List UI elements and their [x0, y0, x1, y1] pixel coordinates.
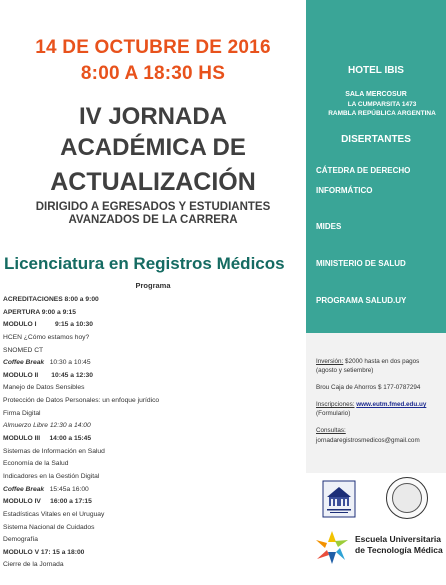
schedule-item: MODULO I 9:15 a 10:30 — [3, 321, 93, 329]
schedule-item — [3, 357, 303, 370]
schedule-item-time: 10:30 a 10:45 — [44, 359, 91, 367]
schedule-item: MODULO IV 16:00 a 17:15 — [3, 498, 92, 506]
school-name-line-1: Escuela Universitaria — [355, 534, 441, 544]
title-line-3: ACTUALIZACIÓN — [50, 168, 256, 196]
schedule-item: ACREDITACIONES 8:00 a 9:00 — [3, 296, 99, 303]
schedule-item: MODULO V 17: 15 a 18:00 — [3, 548, 85, 556]
schedule-item: Cierre de la Jornada — [3, 561, 64, 569]
title-line-1: IV JORNADA — [78, 103, 228, 130]
inversion-label: Inversión: — [316, 358, 344, 365]
schedule-item: Demografía — [3, 536, 38, 544]
inscripciones-line — [316, 400, 446, 409]
schedule-item: MODULO III 14:00 a 15:45 — [3, 435, 92, 443]
school-name-line-2: de Tecnología Médica — [355, 545, 443, 555]
schedule-item: Estadísticas Vitales en el Uruguay — [3, 510, 105, 518]
schedule-item: MODULO II 10:45 a 12:30 — [3, 371, 93, 379]
info-box — [306, 333, 446, 473]
schedule-item: Firma Digital — [3, 409, 41, 417]
school-name — [355, 534, 443, 556]
schedule-item: Protección de Datos Personales: un enfoque jurídico — [3, 397, 160, 405]
speaker-catedra-1: CÁTEDRA DE DERECHO — [316, 166, 411, 175]
program-heading: Programa — [135, 281, 171, 290]
venue-speakers-box — [306, 0, 446, 333]
schedule-item: APERTURA 9:00 a 9:15 — [3, 308, 76, 316]
event-time: 8:00 A 18:30 HS — [80, 63, 226, 84]
event-date: 14 DE OCTUBRE DE 2016 — [35, 37, 271, 58]
faculty-seal-icon — [386, 477, 428, 519]
subtitle-line-1: DIRIGIDO A EGRESADOS Y ESTUDIANTES — [35, 201, 271, 213]
subtitle-line-2: AVANZADOS DE LA CARRERA — [68, 214, 238, 226]
speaker-ministerio: MINISTERIO DE SALUD — [316, 259, 406, 268]
venue-room: SALA MERCOSUR — [345, 91, 407, 98]
schedule-item: Almuerzo Libre 12:30 a 14:00 — [3, 422, 91, 430]
schedule-item: HCEN ¿Cómo estamos hoy? — [3, 333, 90, 341]
speaker-catedra-2: INFORMÁTICO — [316, 186, 373, 195]
speaker-programa: PROGRAMA SALUD.UY — [316, 296, 407, 305]
university-seal-icon — [322, 480, 356, 518]
schedule-item: SNOMED CT — [3, 346, 44, 354]
formulario-link[interactable]: (Formulario) — [316, 410, 351, 417]
schedule-item-time: 15:45a 16:00 — [44, 485, 89, 493]
consultas-label: Consultas: — [316, 427, 346, 434]
inversion-text: $2000 hasta en dos pagos — [343, 358, 420, 365]
venue-address-1: LA CUMPARSITA 1473 — [347, 101, 417, 108]
schedule-item-key: Coffee Break — [3, 485, 45, 493]
eutm-logo-icon — [312, 528, 352, 566]
schedule-item: Sistemas de Información en Salud — [3, 447, 105, 455]
schedule-list — [3, 294, 303, 572]
faculty-seal-inner — [392, 483, 422, 513]
venue-hotel: HOTEL IBIS — [348, 65, 404, 76]
inversion-text-2: (agosto y setiembre) — [316, 367, 374, 374]
bank-account: Brou Caja de Ahorros $ 177-0787294 — [316, 384, 421, 391]
degree-title: Licenciatura en Registros Médicos — [4, 254, 285, 273]
schedule-item: Manejo de Datos Sensibles — [3, 384, 85, 392]
speakers-heading: DISERTANTES — [341, 134, 411, 145]
schedule-item: Sistema Nacional de Cuidados — [3, 523, 95, 531]
title-line-2: ACADÉMICA DE — [60, 134, 246, 161]
inversion-line — [316, 357, 446, 366]
schedule-item: Economía de la Salud — [3, 460, 69, 468]
schedule-item: Indicadores en la Gestión Digital — [3, 472, 100, 480]
inscripciones-link[interactable]: www.eutm.fmed.edu.uy — [356, 401, 427, 408]
inscripciones-label: Inscripciones: — [316, 401, 355, 408]
schedule-item-key: Coffee Break — [3, 359, 45, 367]
consultas-email[interactable]: jornadaregistrosmedicos@gmail.com — [316, 437, 420, 444]
speaker-mides: MIDES — [316, 222, 342, 231]
schedule-item — [3, 484, 303, 497]
venue-address-2: RAMBLA REPÚBLICA ARGENTINA — [328, 110, 436, 117]
